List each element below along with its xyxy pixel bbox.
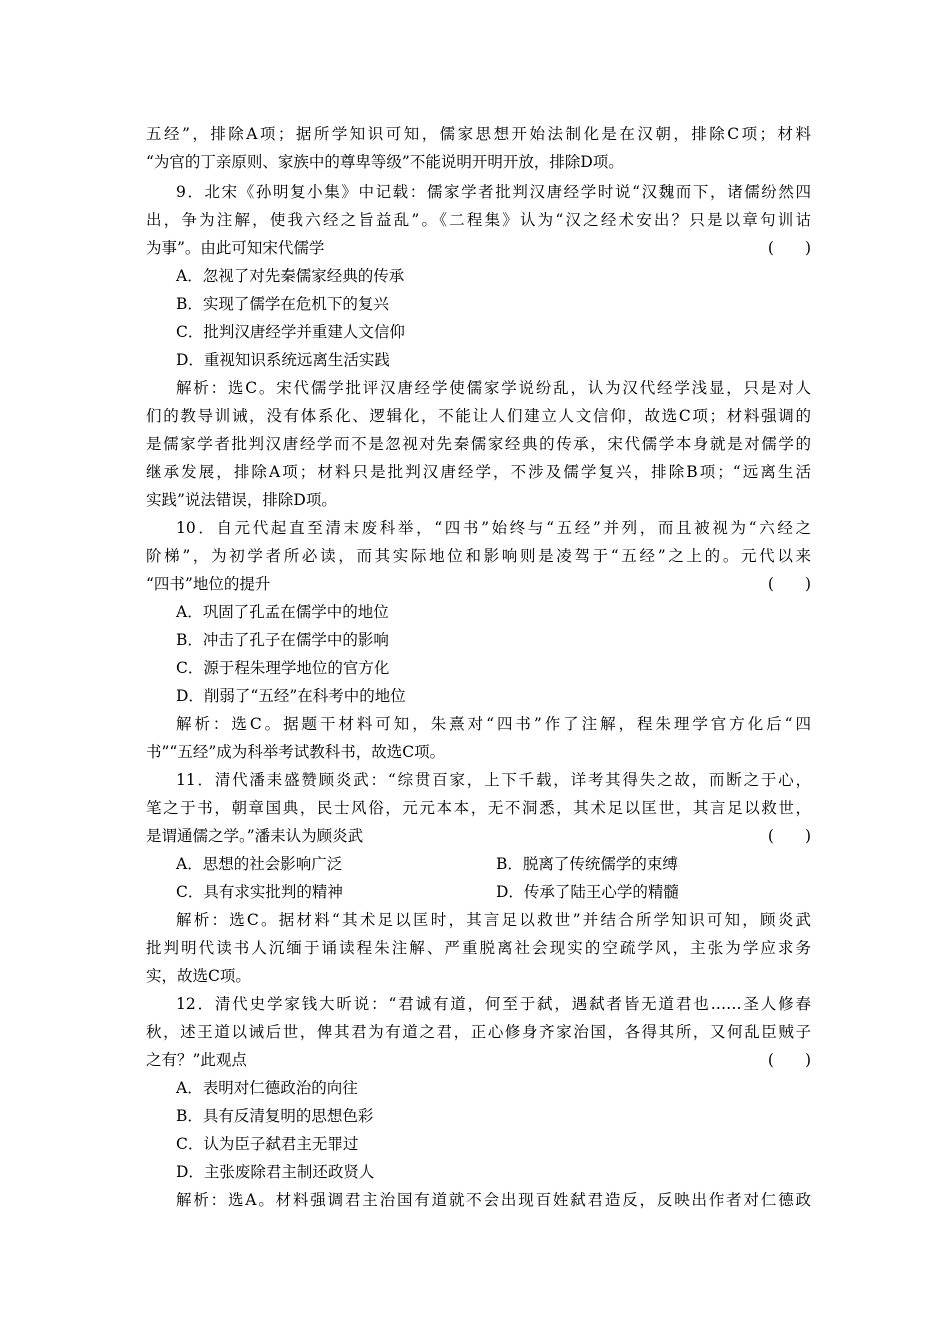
q11-stem-text: 是谓通儒之学。”潘耒认为顾炎武 <box>146 827 364 845</box>
q9-option-c: C．批判汉唐经学并重建人文信仰 <box>176 323 405 341</box>
q12-option-b: B．具有反清复明的思想色彩 <box>176 1107 374 1125</box>
q10-option-b: B．冲击了孔子在儒学中的影响 <box>176 631 389 649</box>
q9-analysis-line: 们的教导训诫，没有体系化、逻辑化，不能让人们建立人文信仰，故选C项；材料强调的 <box>146 407 811 425</box>
q9-stem-text: 为事”。由此可知宋代儒学 <box>146 239 325 257</box>
q9-analysis-line: 实践”说法错误，排除D项。 <box>146 491 337 509</box>
q12-stem-line: 12．清代史学家钱大昕说：“君诚有道，何至于弑，遇弑者皆无道君也……圣人修春 <box>176 995 811 1013</box>
q9-analysis-line: 继承发展，排除A项；材料只是批判汉唐经学，不涉及儒学复兴，排除B项；“远离生活 <box>146 463 811 481</box>
q12-analysis-line: 解析：选A。材料强调君主治国有道就不会出现百姓弑君造反，反映出作者对仁德政 <box>176 1191 811 1209</box>
q11-analysis-line: 批判明代读书人沉缅于诵读程朱注解、严重脱离社会现实的空疏学风，主张为学应求务 <box>146 939 811 957</box>
q11-analysis-line: 解析：选C。据材料“其术足以匡时，其言足以救世”并结合所学知识可知，顾炎武 <box>176 911 811 929</box>
q8-analysis-line: “为官的丁亲原则、家族中的尊卑等级”不能说明开明开放，排除D项。 <box>146 153 624 171</box>
q9-analysis-line: 是儒家学者批判汉唐经学而不是忽视对先秦儒家经典的传承，宋代儒学本身就是对儒学的 <box>146 435 811 453</box>
q11-stem-line: 11．清代潘耒盛赞顾炎武：“综贯百家，上下千载，详考其得失之故，而断之于心， <box>176 771 811 789</box>
answer-paren: ( ) <box>767 575 811 593</box>
q11-stem-line <box>146 826 811 846</box>
q10-option-c: C．源于程朱理学地位的官方化 <box>176 659 390 677</box>
q12-stem-line <box>146 1050 811 1070</box>
q10-option-a: A．巩固了孔孟在儒学中的地位 <box>176 603 389 621</box>
q10-option-d: D．削弱了“五经”在科考中的地位 <box>176 687 406 705</box>
q12-option-c: C．认为臣子弑君主无罪过 <box>176 1135 359 1153</box>
q9-option-b: B．实现了儒学在危机下的复兴 <box>176 295 389 313</box>
answer-paren: ( ) <box>767 827 811 845</box>
q11-analysis-line: 实，故选C项。 <box>146 967 251 985</box>
q10-analysis-line: 解析：选C。据题干材料可知，朱熹对“四书”作了注解，程朱理学官方化后“四 <box>176 715 811 733</box>
q12-option-d: D．主张废除君主制还政贤人 <box>176 1163 375 1181</box>
q11-stem-line: 笔之于书，朝章国典，民士风俗，元元本本，无不洞悉，其术足以匡世，其言足以救世， <box>146 799 811 817</box>
q10-stem-line: 阶梯”，为初学者所必读，而其实际地位和影响则是凌驾于“五经”之上的。元代以来 <box>146 547 811 565</box>
q9-option-a: A．忽视了对先秦儒家经典的传承 <box>176 267 405 285</box>
q9-stem-line: 9．北宋《孙明复小集》中记载：儒家学者批判汉唐经学时说“汉魏而下，诸儒纷然四 <box>176 183 811 201</box>
q9-stem-line: 出，争为注解，使我六经之旨益乱”。《二程集》认为“汉之经术安出？只是以章句训诂 <box>146 211 811 229</box>
q9-option-d: D．重视知识系统远离生活实践 <box>176 351 390 369</box>
q11-option-c: C．具有求实批判的精神 <box>176 883 343 901</box>
q12-stem-text: 之有？”此观点 <box>146 1051 247 1069</box>
q10-stem-line: 10．自元代起直至清末废科举，“四书”始终与“五经”并列，而且被视为“六经之 <box>176 519 811 537</box>
q12-option-a: A．表明对仁德政治的向往 <box>176 1079 358 1097</box>
q8-analysis-line: 五经”，排除A项；据所学知识可知，儒家思想开始法制化是在汉朝，排除C项；材料 <box>146 125 811 143</box>
q10-analysis-line: 书”“五经”成为科举考试教科书，故选C项。 <box>146 743 446 761</box>
q9-analysis-line: 解析：选C。宋代儒学批评汉唐经学使儒家学说纷乱，认为汉代经学浅显，只是对人 <box>176 379 811 397</box>
q10-stem-line <box>146 574 811 594</box>
q10-stem-text: “四书”地位的提升 <box>146 575 271 593</box>
q11-option-a: A．思想的社会影响广泛 <box>176 855 343 873</box>
answer-paren: ( ) <box>767 239 811 257</box>
q11-option-d: D．传承了陆王心学的精髓 <box>496 883 679 901</box>
q11-options-row <box>176 854 811 874</box>
answer-paren: ( ) <box>767 1051 811 1069</box>
q11-option-b: B．脱离了传统儒学的束缚 <box>496 855 678 873</box>
q9-stem-line <box>146 238 811 258</box>
q12-stem-line: 秋，述王道以诫后世，俾其君为有道之君，正心修身齐家治国，各得其所，又何乱臣贼子 <box>146 1023 811 1041</box>
q11-options-row <box>176 882 811 902</box>
